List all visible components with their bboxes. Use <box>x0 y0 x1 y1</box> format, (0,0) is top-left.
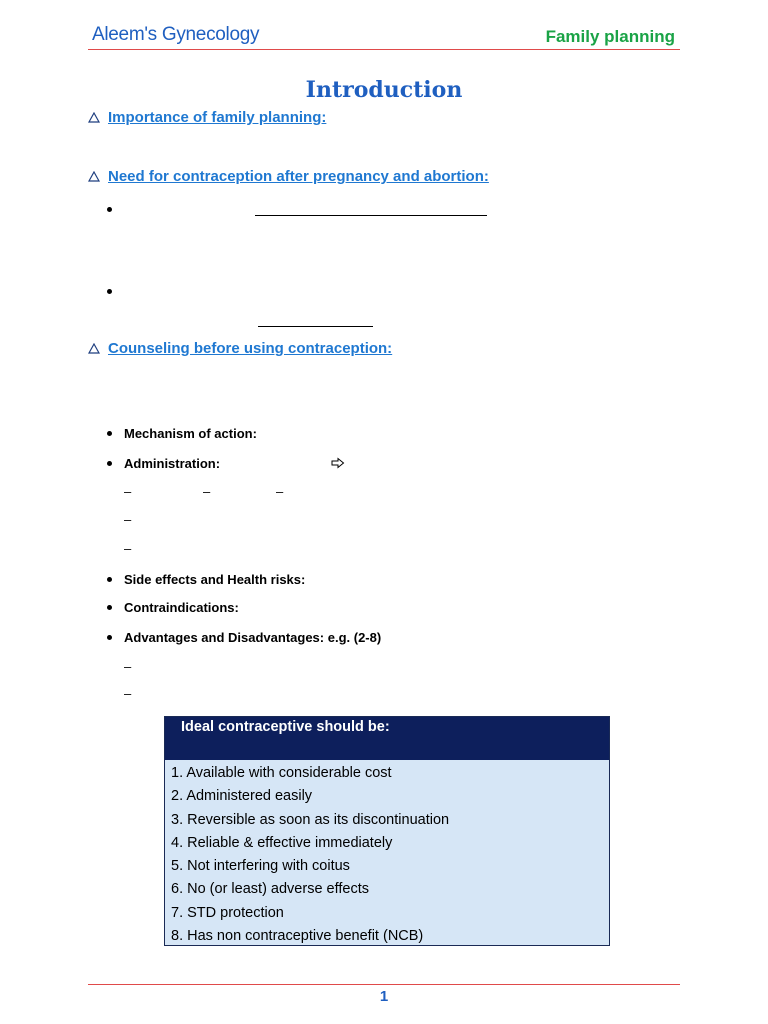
table-header <box>165 717 609 760</box>
dash-item: – <box>124 541 132 556</box>
list-item: 7. STD protection <box>171 904 284 921</box>
triangle-icon <box>88 112 100 123</box>
section-heading-importance <box>88 109 326 126</box>
blank-fill-line <box>258 326 373 327</box>
section-heading-text: Need for contraception after pregnancy and abortion: <box>108 168 489 185</box>
bullet-administration: Administration: <box>124 456 221 471</box>
blank-fill-line <box>255 215 487 216</box>
bullet-side-effects: Side effects and Health risks: <box>124 572 306 587</box>
footer-divider <box>88 984 680 985</box>
list-item: 1. Available with considerable cost <box>171 765 392 781</box>
bullet-mechanism: Mechanism of action: <box>124 426 257 441</box>
bullet-point <box>107 635 112 640</box>
list-item: 5. Not interfering with coitus <box>171 858 350 875</box>
bullet-point <box>107 577 112 582</box>
dash-item: – <box>124 659 132 674</box>
section-heading-counseling <box>88 340 392 357</box>
list-item: 4. Reliable & effective immediately <box>171 834 393 851</box>
triangle-icon <box>88 343 100 354</box>
bullet-point <box>107 461 112 466</box>
list-item: 2. Administered easily <box>171 788 313 805</box>
page-number: 1 <box>379 988 389 1005</box>
ideal-contraceptive-table <box>164 716 610 946</box>
header-right-title: Family planning <box>545 27 675 46</box>
bullet-point <box>107 207 112 212</box>
dash-item: – <box>203 484 211 499</box>
dash-item: – <box>124 512 132 527</box>
bullet-point <box>107 605 112 610</box>
triangle-icon <box>88 171 100 182</box>
section-heading-text: Importance of family planning: <box>108 109 327 126</box>
header-left-title: Aleem's Gynecology <box>92 24 260 45</box>
list-item: 3. Reversible as soon as its discontinuation <box>171 811 450 828</box>
bullet-contraindications: Contraindications: <box>124 600 239 615</box>
section-heading-need <box>88 168 489 185</box>
dash-item: – <box>276 484 284 499</box>
bullet-point <box>107 431 112 436</box>
page-title: Introduction <box>305 77 463 103</box>
dash-item: – <box>124 484 132 499</box>
bullet-point <box>107 289 112 294</box>
list-item: 8. Has non contraceptive benefit (NCB) <box>171 928 424 945</box>
table-title: Ideal contraceptive should be: <box>181 719 390 735</box>
dash-item: – <box>124 686 132 701</box>
header-divider <box>88 49 680 50</box>
section-heading-text: Counseling before using contraception: <box>108 340 393 357</box>
bullet-advantages: Advantages and Disadvantages: e.g. (2-8) <box>124 630 382 645</box>
list-item: 6. No (or least) adverse effects <box>171 881 369 898</box>
table-list <box>171 762 449 948</box>
right-arrow-icon <box>331 456 345 468</box>
